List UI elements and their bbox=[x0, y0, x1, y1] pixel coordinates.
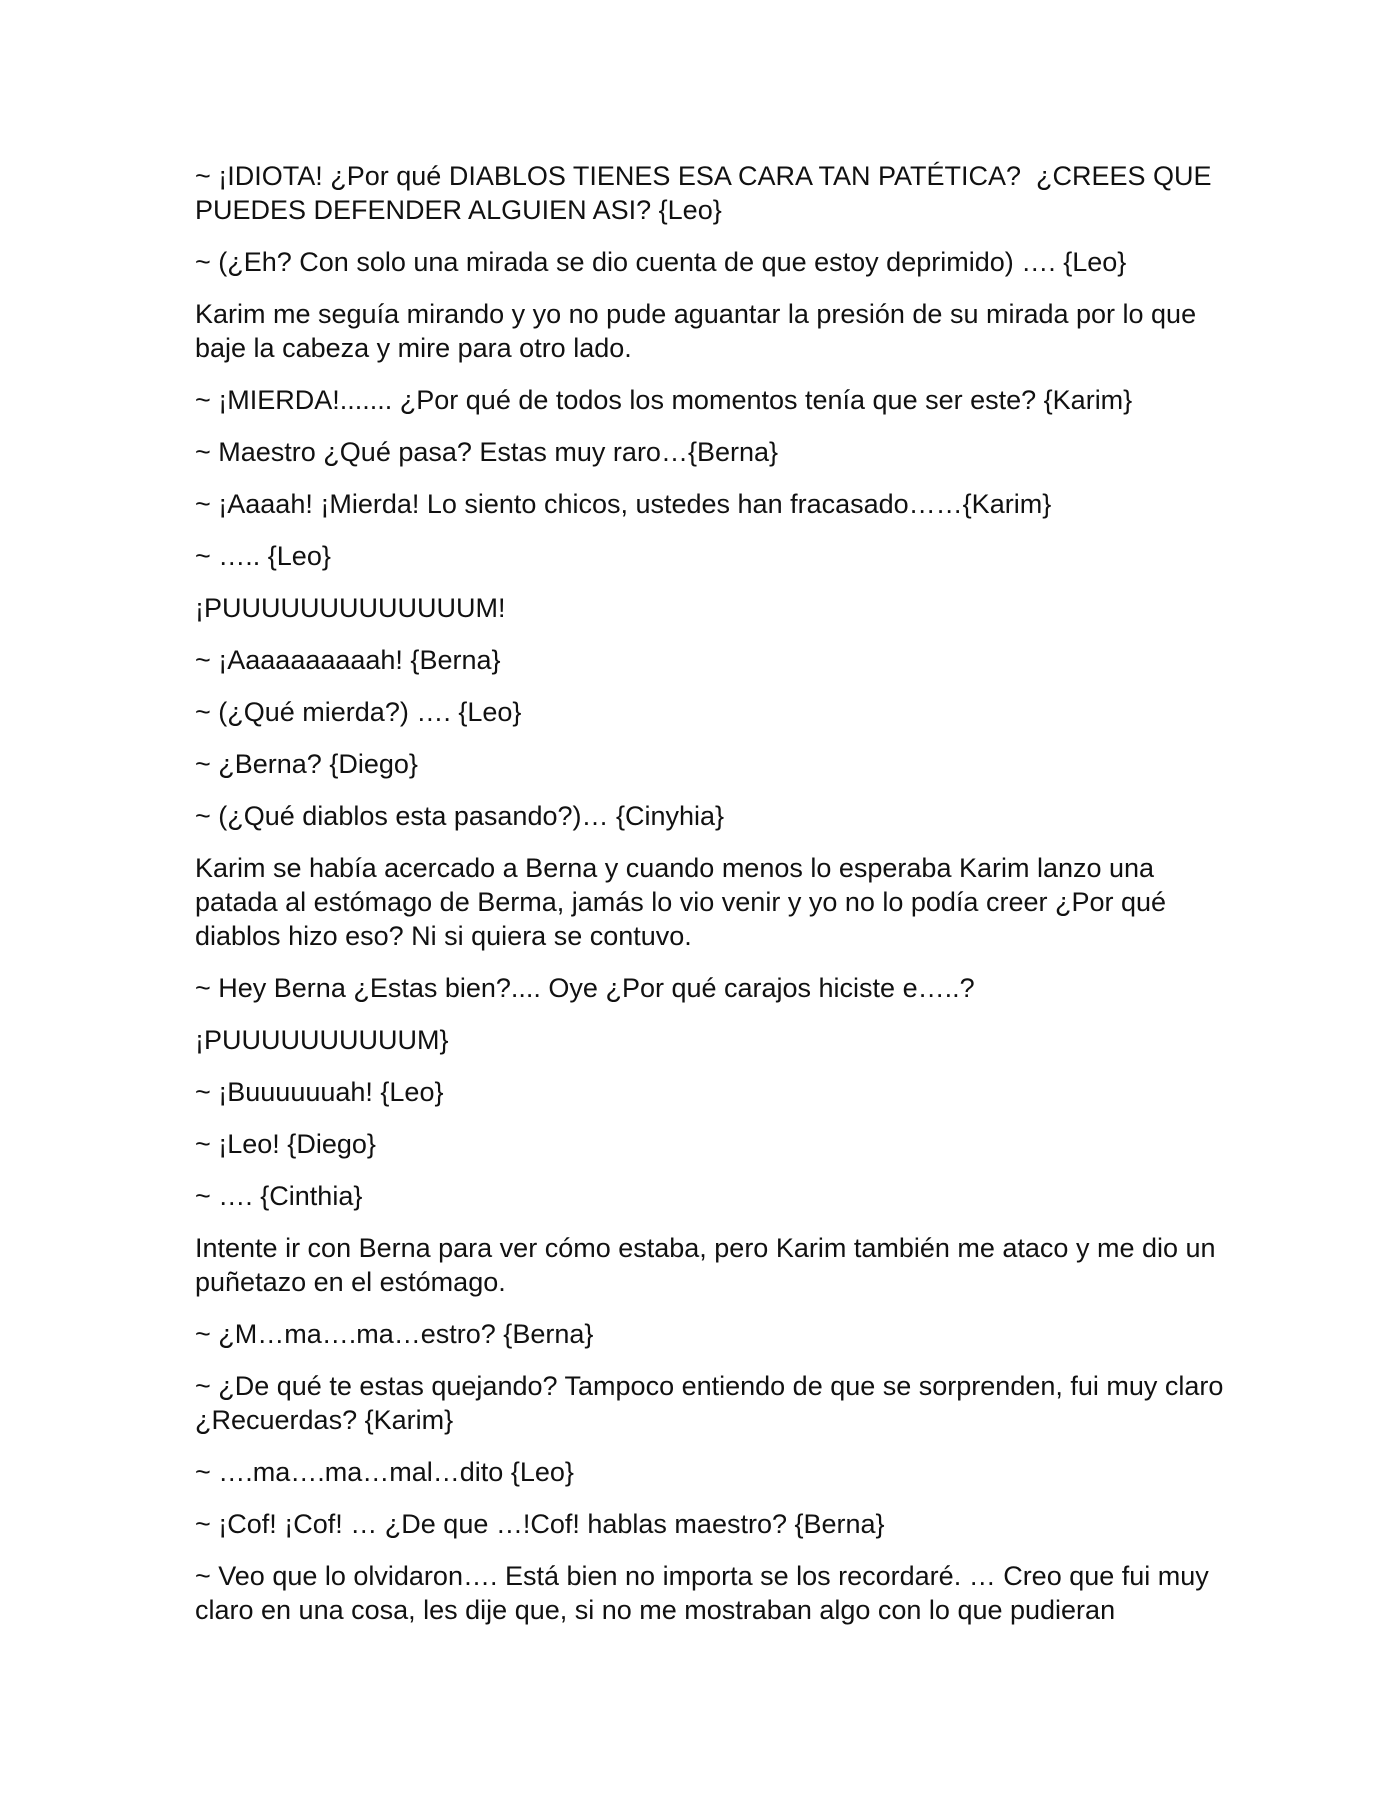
paragraph: ~ ¡Aaaah! ¡Mierda! Lo siento chicos, ustedes han fracasado……{Karim} bbox=[195, 489, 1052, 519]
paragraph: ~ ¡IDIOTA! ¿Por qué DIABLOS TIENES ESA CARA TAN PATÉTICA? ¿CREES QUE PUEDES DEFENDER ALGUIEN ASI? {Leo} bbox=[195, 161, 1220, 225]
paragraph: ~ ¡Leo! {Diego} bbox=[195, 1129, 376, 1159]
paragraph: ~ ¿Berna? {Diego} bbox=[195, 749, 418, 779]
paragraph: ~ Maestro ¿Qué pasa? Estas muy raro…{Berna} bbox=[195, 437, 779, 467]
paragraph: ~ ….. {Leo} bbox=[195, 541, 331, 571]
paragraph: ~ ….ma….ma…mal…dito {Leo} bbox=[195, 1457, 574, 1487]
paragraph: ~ …. {Cinthia} bbox=[195, 1181, 363, 1211]
paragraph: ~ Hey Berna ¿Estas bien?.... Oye ¿Por qué carajos hiciste e…..? bbox=[195, 973, 975, 1003]
paragraph: ~ ¡Aaaaaaaaaah! {Berna} bbox=[195, 645, 501, 675]
paragraph: ~ (¿Qué mierda?) …. {Leo} bbox=[195, 697, 522, 727]
paragraph: ~ ¡Cof! ¡Cof! … ¿De que …!Cof! hablas maestro? {Berna} bbox=[195, 1509, 885, 1539]
paragraph: ~ ¿De qué te estas quejando? Tampoco entiendo de que se sorprenden, fui muy claro ¿Recuerdas? {Karim} bbox=[195, 1371, 1231, 1435]
paragraph: ~ ¡MIERDA!....... ¿Por qué de todos los momentos tenía que ser este? {Karim} bbox=[195, 385, 1133, 415]
paragraph: ¡PUUUUUUUUUUM} bbox=[195, 1025, 449, 1055]
paragraph: ~ (¿Qué diablos esta pasando?)… {Cinyhia} bbox=[195, 801, 725, 831]
paragraph: ~ Veo que lo olvidaron…. Está bien no importa se los recordaré. … Creo que fui muy claro en una cosa, les dije que, si no me mostraban algo con lo que pudieran bbox=[195, 1561, 1217, 1625]
paragraph: Karim me seguía mirando y yo no pude aguantar la presión de su mirada por lo que baje la cabeza y mire para otro lado. bbox=[195, 299, 1204, 363]
paragraph: Intente ir con Berna para ver cómo estaba, pero Karim también me ataco y me dio un puñetazo en el estómago. bbox=[195, 1233, 1224, 1297]
paragraph: ~ (¿Eh? Con solo una mirada se dio cuenta de que estoy deprimido) …. {Leo} bbox=[195, 247, 1127, 277]
paragraph: ¡PUUUUUUUUUUUUUM! bbox=[195, 593, 506, 623]
paragraph: ~ ¿M…ma….ma…estro? {Berna} bbox=[195, 1319, 594, 1349]
paragraph: ~ ¡Buuuuuuah! {Leo} bbox=[195, 1077, 444, 1107]
document-body bbox=[195, 159, 1231, 1645]
paragraph: Karim se había acercado a Berna y cuando menos lo esperaba Karim lanzo una patada al estómago de Berma, jamás lo vio venir y yo no lo podía creer ¿Por qué diablos hizo eso? Ni si quiera se contuvo. bbox=[195, 853, 1174, 951]
